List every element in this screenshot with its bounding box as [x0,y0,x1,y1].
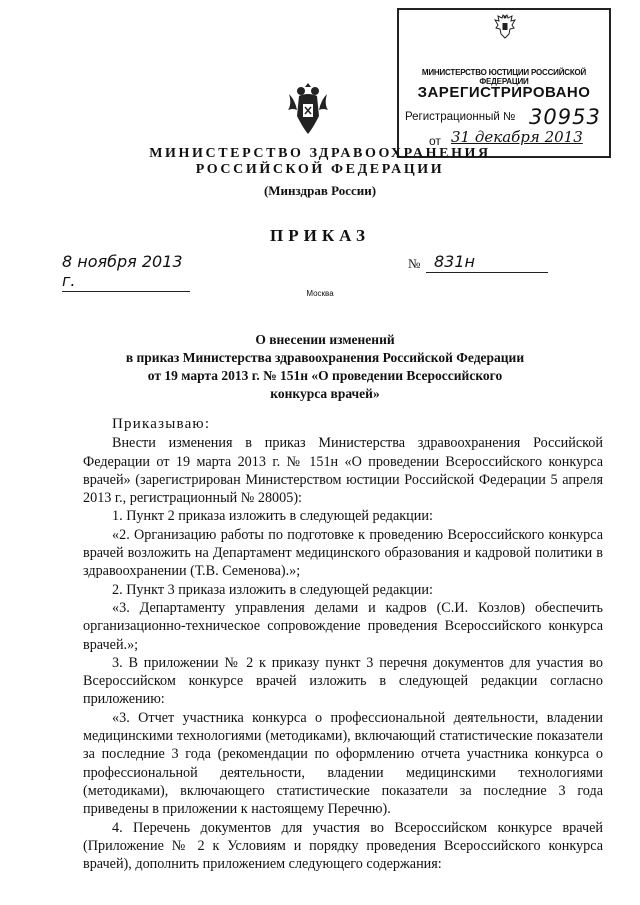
stamp-status: ЗАРЕГИСТРИРОВАНО [417,84,591,101]
document-type: ПРИКАЗ [270,226,370,245]
stamp-date-label: от [429,134,441,148]
stamp-date-value: 31 декабря 2013 [451,128,583,146]
paragraph-3: 3. В приложении № 2 к приказу пункт 3 перечня документов для участия во Всероссийском конкурсе врачей изложить в следующей редакции согласно приложению: [83,654,603,708]
city: Москва [306,289,334,298]
paragraph-2-quote: «3. Департаменту управления делами и кадров (С.И. Козлов) обеспечить организационно-техническое сопровождение проведения Всероссийского конкурса врачей.»; [83,599,603,653]
registration-stamp [397,8,611,158]
title-line: О внесении изменений [255,332,395,347]
paragraph-1-quote: «2. Организацию работы по подготовке к проведению Всероссийского конкурса врачей возложить на Департамент медицинского образования и кадровой политики в здравоохранении (Т.В. Семенова).»; [83,526,603,580]
title-line: конкурса врачей» [270,386,380,401]
intro-paragraph: Внести изменения в приказ Министерства здравоохранения Российской Федерации от 19 марта 2013 г. № 151н «О проведении Всероссийского конкурса врачей» (зарегистрирован Министерством юстиции Российской Федерации 5 апреля 2013 г., регистрационный № 28005): [83,435,603,507]
coat-of-arms-icon [285,80,331,136]
document-body [83,415,603,873]
ministry-name-line1: МИНИСТЕРСТВО ЗДРАВООХРАНЕНИЯ [149,146,491,161]
document-title [95,331,555,403]
paragraph-3-quote: «3. Отчет участника конкурса о профессиональной деятельности, владении медицинскими технологиями (методиками), включающий статистические показатели за последние 3 года (рекомендации по оформлению отчета участника конкурса о профессиональной деятельности, владении медицинскими технологиями (методиками), включающего статистические показатели за последние 3 года приведены в приложении к настоящему Перечню). [83,709,603,818]
decree-word: Приказываю: [112,416,211,432]
title-line: в приказ Министерства здравоохранения Российской Федерации [125,350,525,365]
stamp-reg-number: 30953 [529,105,601,129]
paragraph-2: 2. Пункт 3 приказа изложить в следующей редакции: [112,581,433,598]
coat-of-arms-icon [494,14,516,40]
stamp-ministry: МИНИСТЕРСТВО ЮСТИЦИИ РОССИЙСКОЙ ФЕДЕРАЦИИ [421,68,587,86]
order-date: 8 ноября 2013 г. [62,252,190,292]
title-line: от 19 марта 2013 г. № 151н «О проведении Всероссийского [147,368,503,383]
ministry-name-line2: РОССИЙСКОЙ ФЕДЕРАЦИИ [195,162,445,177]
ministry-short-name: (Минздрав России) [263,183,377,198]
paragraph-4: 4. Перечень документов для участия во Всероссийском конкурсе врачей (Приложение № 2 к Условиям и порядку проведения Всероссийского конкурса врачей), дополнить приложением следующего содержания: [83,819,603,873]
order-number: 831н [426,252,548,273]
order-number-label: № [408,256,421,271]
paragraph-1: 1. Пункт 2 приказа изложить в следующей редакции: [112,508,433,525]
stamp-reg-label: Регистрационный № [405,111,516,123]
